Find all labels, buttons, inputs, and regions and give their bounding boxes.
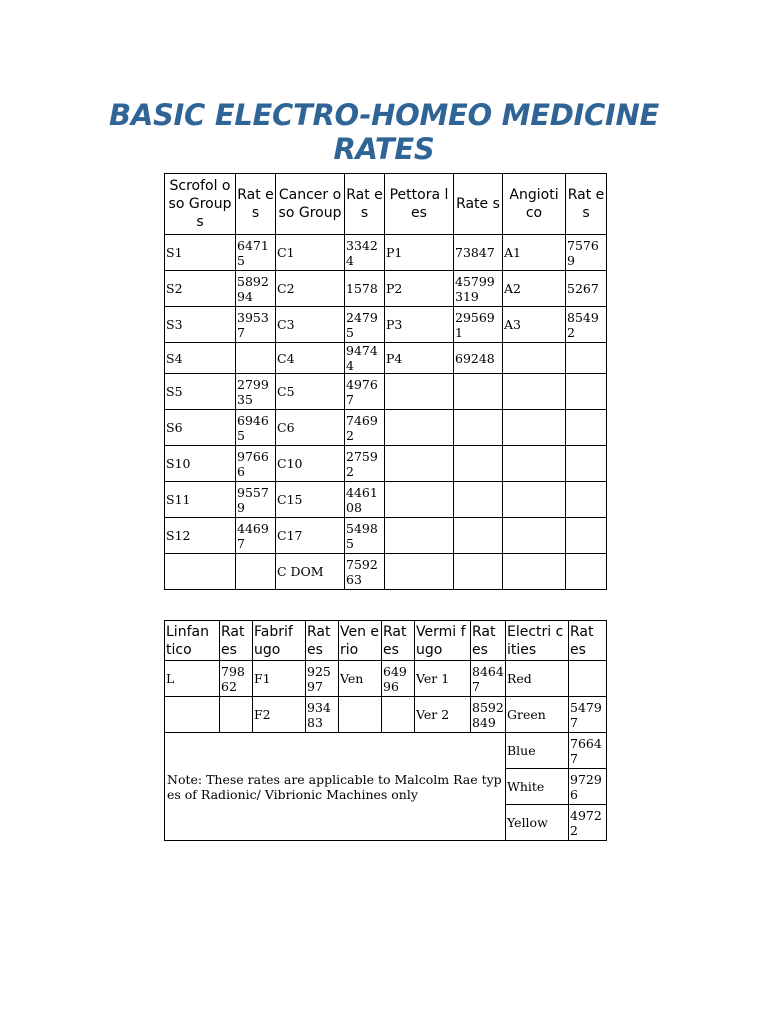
table-row xyxy=(165,271,607,307)
column-header: Rat es xyxy=(471,621,506,661)
column-header: Pettora les xyxy=(385,174,454,235)
table-cell: 24795 xyxy=(345,307,385,343)
table-cell: 54797 xyxy=(569,697,607,733)
table-cell: 97666 xyxy=(236,446,276,482)
table-cell xyxy=(385,374,454,410)
column-header: Scrofol oso Groups xyxy=(165,174,236,235)
column-header: Vermi fugo xyxy=(415,621,471,661)
table-cell: 44697 xyxy=(236,518,276,554)
column-header: Ven erio xyxy=(339,621,382,661)
table-cell: 75769 xyxy=(566,235,607,271)
table-cell: A1 xyxy=(503,235,566,271)
table-cell: Ver 1 xyxy=(415,661,471,697)
table-cell: F2 xyxy=(253,697,306,733)
column-header: Rat es xyxy=(236,174,276,235)
table-row xyxy=(165,235,607,271)
table-cell xyxy=(454,482,503,518)
table-cell: C15 xyxy=(276,482,345,518)
table-cell: C3 xyxy=(276,307,345,343)
column-header: Rat es xyxy=(345,174,385,235)
column-header: Electri cities xyxy=(506,621,569,661)
table-cell: C DOM xyxy=(276,554,345,590)
table-cell: 64715 xyxy=(236,235,276,271)
table-cell xyxy=(503,518,566,554)
table-cell: A3 xyxy=(503,307,566,343)
table-cell: 295691 xyxy=(454,307,503,343)
table-row xyxy=(165,697,607,733)
table-cell xyxy=(454,374,503,410)
table-cell: Red xyxy=(506,661,569,697)
rates-table-secondary xyxy=(164,620,607,841)
table-cell xyxy=(165,554,236,590)
table-row xyxy=(165,374,607,410)
table-cell: 93483 xyxy=(306,697,339,733)
table-cell: 79862 xyxy=(220,661,253,697)
table-cell: Ven xyxy=(339,661,382,697)
table-row xyxy=(165,733,607,769)
table-cell: P3 xyxy=(385,307,454,343)
table-row xyxy=(165,410,607,446)
column-header: Rat es xyxy=(382,621,415,661)
table-cell xyxy=(454,554,503,590)
table-cell: S5 xyxy=(165,374,236,410)
table-cell xyxy=(566,374,607,410)
table-cell: P4 xyxy=(385,343,454,374)
table-cell xyxy=(236,554,276,590)
table-cell: Blue xyxy=(506,733,569,769)
table-cell: 5267 xyxy=(566,271,607,307)
note-text: Note: These rates are applicable to Malcolm Rae types of Radionic/ Vibrionic Machines only xyxy=(165,733,506,841)
column-header: Angioti co xyxy=(503,174,566,235)
table-cell: A2 xyxy=(503,271,566,307)
table-cell: S2 xyxy=(165,271,236,307)
table-cell: 54985 xyxy=(345,518,385,554)
table-cell: S1 xyxy=(165,235,236,271)
table-cell xyxy=(385,410,454,446)
table-cell: 94744 xyxy=(345,343,385,374)
table-cell: 1578 xyxy=(345,271,385,307)
table-cell xyxy=(454,518,503,554)
table-cell xyxy=(165,697,220,733)
table-cell xyxy=(503,446,566,482)
table-cell: 39537 xyxy=(236,307,276,343)
table-row xyxy=(165,482,607,518)
table-cell xyxy=(566,343,607,374)
table-cell: C6 xyxy=(276,410,345,446)
table-cell xyxy=(454,446,503,482)
table-cell xyxy=(385,482,454,518)
table-cell: S11 xyxy=(165,482,236,518)
table-cell: Green xyxy=(506,697,569,733)
table-cell xyxy=(385,518,454,554)
table-cell xyxy=(503,410,566,446)
column-header: Cancer oso Group xyxy=(276,174,345,235)
table-cell: C17 xyxy=(276,518,345,554)
table-cell: 27592 xyxy=(345,446,385,482)
title-line-2: RATES xyxy=(333,132,435,166)
page-title xyxy=(0,98,768,166)
column-header: Rat es xyxy=(569,621,607,661)
table-row xyxy=(165,446,607,482)
table-cell xyxy=(503,343,566,374)
table-cell xyxy=(566,554,607,590)
table-cell: 97296 xyxy=(569,769,607,805)
table-cell: P2 xyxy=(385,271,454,307)
table-cell: 73847 xyxy=(454,235,503,271)
table-cell: 85492 xyxy=(566,307,607,343)
table-cell xyxy=(569,661,607,697)
table-cell xyxy=(385,446,454,482)
table-cell: 64996 xyxy=(382,661,415,697)
table-row xyxy=(165,554,607,590)
table-header-row xyxy=(165,174,607,235)
table-cell: 279935 xyxy=(236,374,276,410)
table-cell xyxy=(220,697,253,733)
table-cell: S6 xyxy=(165,410,236,446)
table-cell: S4 xyxy=(165,343,236,374)
table-row xyxy=(165,343,607,374)
table-cell xyxy=(385,554,454,590)
table-cell: 759263 xyxy=(345,554,385,590)
table-cell xyxy=(382,697,415,733)
table-cell: 92597 xyxy=(306,661,339,697)
column-header: Rat es xyxy=(566,174,607,235)
table-cell xyxy=(454,410,503,446)
table-cell: P1 xyxy=(385,235,454,271)
table-cell: 84647 xyxy=(471,661,506,697)
table-cell: C10 xyxy=(276,446,345,482)
table-cell: 33424 xyxy=(345,235,385,271)
table-cell: 74692 xyxy=(345,410,385,446)
column-header: Fabrif ugo xyxy=(253,621,306,661)
title-line-1: BASIC ELECTRO-HOMEO MEDICINE xyxy=(109,98,659,132)
table-cell: 76647 xyxy=(569,733,607,769)
table-cell xyxy=(236,343,276,374)
table-cell xyxy=(566,410,607,446)
table-cell: 69248 xyxy=(454,343,503,374)
table-cell: C1 xyxy=(276,235,345,271)
table-cell: 45799319 xyxy=(454,271,503,307)
table-cell: 49722 xyxy=(569,805,607,841)
column-header: Rat es xyxy=(306,621,339,661)
table-cell xyxy=(566,482,607,518)
table-cell xyxy=(339,697,382,733)
table-row xyxy=(165,307,607,343)
table-cell xyxy=(503,374,566,410)
table-cell: S10 xyxy=(165,446,236,482)
table-row xyxy=(165,518,607,554)
table-cell: F1 xyxy=(253,661,306,697)
table-cell: C5 xyxy=(276,374,345,410)
table-cell: L xyxy=(165,661,220,697)
table-cell xyxy=(503,554,566,590)
column-header: Rate s xyxy=(454,174,503,235)
table-cell: S12 xyxy=(165,518,236,554)
column-header: Linfan tico xyxy=(165,621,220,661)
table-cell: 95579 xyxy=(236,482,276,518)
table-cell xyxy=(566,446,607,482)
table-cell xyxy=(503,482,566,518)
column-header: Rat es xyxy=(220,621,253,661)
table-cell: 8592849 xyxy=(471,697,506,733)
table-cell xyxy=(566,518,607,554)
table-cell: Ver 2 xyxy=(415,697,471,733)
rates-table-main xyxy=(164,173,607,590)
table-cell: C4 xyxy=(276,343,345,374)
table-cell: 446108 xyxy=(345,482,385,518)
table-cell: White xyxy=(506,769,569,805)
table-cell: C2 xyxy=(276,271,345,307)
table-cell: S3 xyxy=(165,307,236,343)
table-header-row xyxy=(165,621,607,661)
table-cell: 69465 xyxy=(236,410,276,446)
table-cell: 49767 xyxy=(345,374,385,410)
table-cell: 589294 xyxy=(236,271,276,307)
table-cell: Yellow xyxy=(506,805,569,841)
table-row xyxy=(165,661,607,697)
